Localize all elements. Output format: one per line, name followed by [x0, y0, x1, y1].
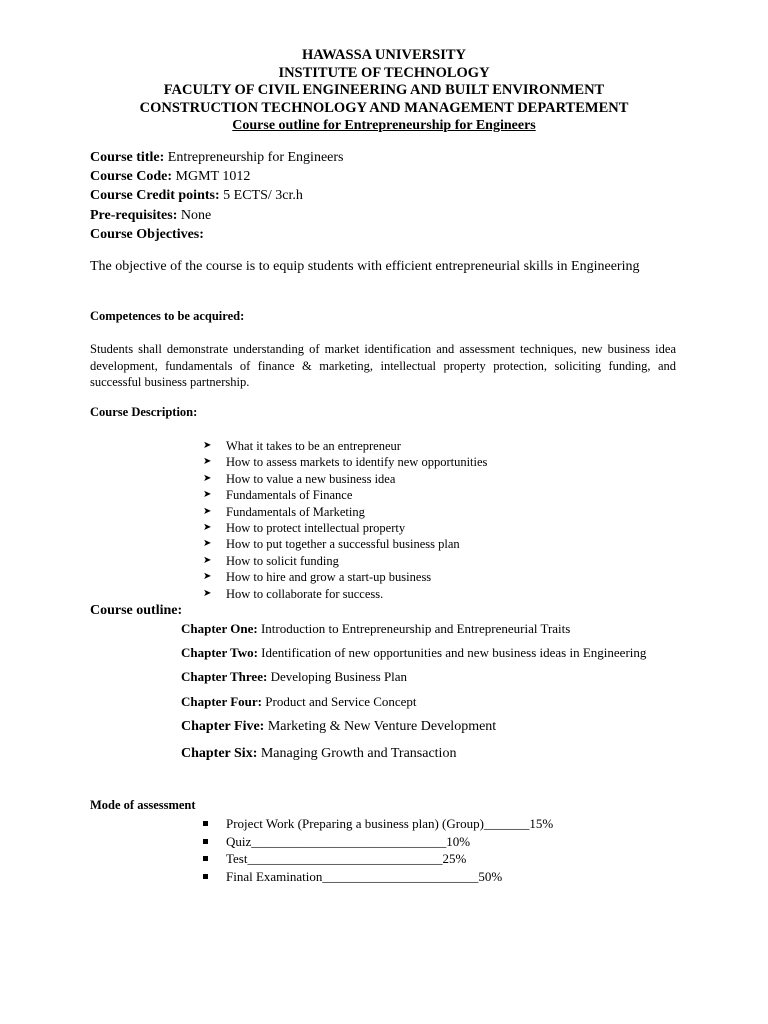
prerequisites-line	[90, 206, 343, 225]
chapter-label: Chapter Four:	[181, 694, 263, 709]
institute-name: INSTITUTE OF TECHNOLOGY	[278, 64, 490, 81]
list-item: Final Examination________________________50%	[203, 868, 553, 886]
objective-paragraph: The objective of the course is to equip students with efficient entrepreneurial skills in Engineering	[90, 259, 640, 274]
arrow-bullet-icon: ➤	[203, 489, 212, 501]
list-item: ➤ How to hire and grow a start-up business	[203, 570, 432, 585]
list-item: ➤ How to collaborate for success.	[203, 586, 384, 601]
prerequisites-label: Pre-requisites:	[90, 207, 178, 223]
list-item: ➤ How to value a new business idea	[203, 471, 396, 486]
course-credit-line	[90, 186, 343, 205]
course-code-line	[90, 167, 343, 186]
assessment-heading: Mode of assessment	[90, 798, 196, 812]
list-item: Test______________________________25%	[203, 850, 553, 868]
square-bullet-icon	[203, 874, 208, 879]
course-title-value: Entrepreneurship for Engineers	[164, 150, 344, 165]
course-title-line	[90, 148, 343, 167]
square-bullet-icon	[203, 821, 208, 826]
arrow-bullet-icon: ➤	[203, 587, 212, 599]
arrow-bullet-icon: ➤	[203, 554, 212, 566]
chapter-title: Product and Service Concept	[262, 694, 417, 709]
document-subtitle: Course outline for Entrepreneurship for Engineers	[232, 118, 536, 133]
chapter-title: Developing Business Plan	[267, 669, 408, 684]
list-item: ➤ How to protect intellectual property	[203, 521, 406, 536]
course-credit-label: Course Credit points:	[90, 188, 220, 204]
competences-heading: Competences to be acquired:	[90, 309, 245, 323]
chapter-three	[181, 668, 407, 686]
assessment-list	[203, 815, 553, 885]
course-description-list	[203, 438, 487, 602]
list-item: ➤ What it takes to be an entrepreneur	[203, 439, 401, 453]
arrow-bullet-icon: ➤	[203, 456, 212, 468]
arrow-bullet-icon: ➤	[203, 571, 212, 583]
faculty-name: FACULTY OF CIVIL ENGINEERING AND BUILT ENVIRONMENT	[163, 82, 605, 98]
arrow-bullet-icon: ➤	[203, 505, 212, 517]
course-credit-value: 5 ECTS/ 3cr.h	[219, 188, 303, 204]
square-bullet-icon	[203, 856, 208, 861]
course-objectives-line	[90, 225, 343, 244]
list-item: ➤ How to solicit funding	[203, 553, 339, 568]
university-name: HAWASSA UNIVERSITY	[302, 47, 466, 63]
chapter-title: Introduction to Entrepreneurship and Entrepreneurial Traits	[257, 621, 571, 636]
chapter-two	[181, 644, 646, 662]
chapter-title: Identification of new opportunities and new business ideas in Engineering	[257, 645, 647, 660]
list-item: ➤ Fundamentals of Marketing	[203, 504, 365, 519]
chapter-one	[181, 620, 570, 638]
square-bullet-icon	[203, 839, 208, 844]
course-objectives-label: Course Objectives:	[90, 226, 204, 242]
course-code-label: Course Code:	[90, 169, 173, 185]
department-name: CONSTRUCTION TECHNOLOGY AND MANAGEMENT DEPARTEMENT	[139, 99, 629, 116]
chapter-five	[181, 718, 496, 736]
arrow-bullet-icon: ➤	[203, 522, 212, 534]
course-code-value: MGMT 1012	[172, 169, 251, 185]
list-item: Quiz______________________________10%	[203, 833, 553, 851]
prerequisites-value: None	[177, 207, 212, 223]
chapter-label: Chapter Six:	[181, 746, 258, 761]
chapter-label: Chapter One:	[181, 621, 258, 636]
chapter-title: Managing Growth and Transaction	[257, 746, 457, 761]
competences-paragraph: Students shall demonstrate understanding of market identification and assessment techniques, new business idea development, fundamentals of finance & marketing, intellectual property protection, soliciting funding, and successful business partnership.	[90, 342, 676, 389]
list-item: Project Work (Preparing a business plan) (Group)_______15%	[203, 815, 553, 833]
course-outline-heading: Course outline:	[90, 603, 183, 618]
document-header	[0, 47, 768, 135]
arrow-bullet-icon: ➤	[203, 538, 212, 550]
course-info	[90, 148, 343, 244]
chapter-title: Marketing & New Venture Development	[264, 719, 497, 734]
arrow-bullet-icon: ➤	[203, 472, 212, 484]
course-description-heading: Course Description:	[90, 405, 198, 419]
chapter-six	[181, 745, 456, 763]
list-item: ➤ Fundamentals of Finance	[203, 488, 353, 503]
chapter-label: Chapter Five:	[181, 719, 265, 734]
arrow-bullet-icon: ➤	[203, 440, 212, 451]
chapter-four	[181, 693, 417, 711]
course-title-label: Course title:	[90, 150, 165, 165]
chapter-label: Chapter Three:	[181, 669, 268, 684]
chapter-label: Chapter Two:	[181, 645, 258, 660]
list-item: ➤ How to put together a successful business plan	[203, 537, 460, 552]
list-item: ➤ How to assess markets to identify new opportunities	[203, 455, 488, 470]
